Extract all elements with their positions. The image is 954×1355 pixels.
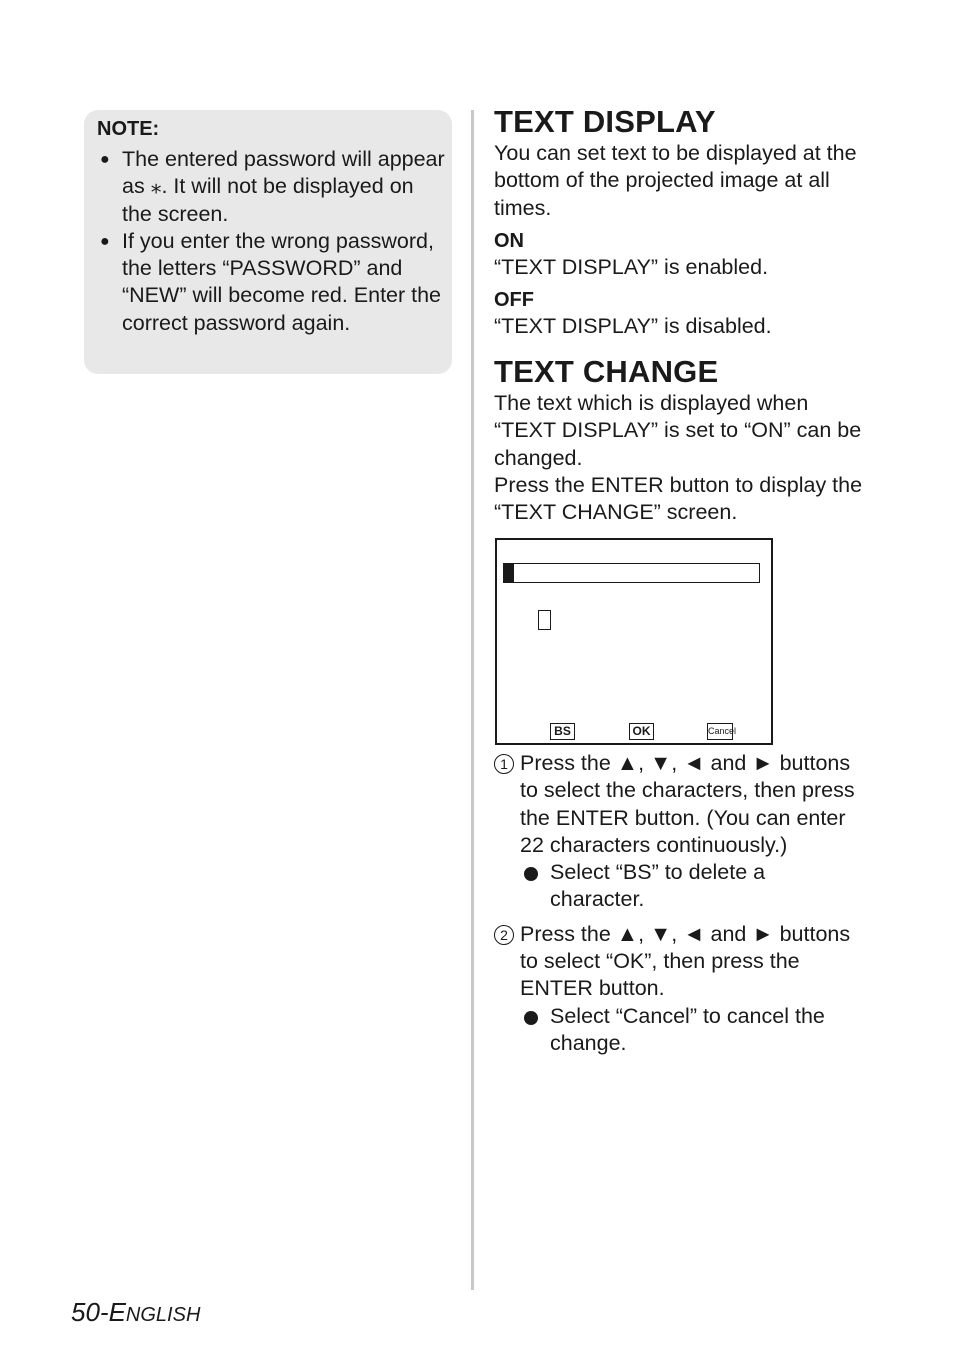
step-text: Press the ▲, ▼, ◄ and ► buttons to select the characters, then press the ENTER button. (You can enter 22 characters continuously.) (520, 751, 855, 857)
bs-button: BS (550, 723, 575, 740)
text-entry-field (503, 563, 760, 583)
entry-cursor (504, 564, 514, 582)
language-rest: NGLISH (125, 1304, 201, 1326)
note-item-text-after: . It will not be displayed on the screen. (122, 174, 414, 226)
step-sub-text: Select “Cancel” to cancel the change. (550, 1003, 825, 1055)
on-description: “TEXT DISPLAY” is enabled. (494, 254, 769, 279)
bullet-icon: ● (100, 151, 110, 168)
text-change-section (494, 354, 864, 526)
bullet-icon (524, 867, 538, 881)
note-item-text: If you enter the wrong password, the letters “PASSWORD” and “NEW” will become red. Enter the correct password again. (122, 228, 442, 335)
page-footer (71, 1297, 200, 1328)
step-text: Press the ▲, ▼, ◄ and ► buttons to select “OK”, then press the ENTER button. (520, 921, 851, 1001)
note-item (100, 146, 445, 228)
off-label: OFF (494, 289, 534, 312)
column-divider (471, 110, 474, 1290)
on-label: ON (494, 229, 524, 252)
text-change-heading: TEXT CHANGE (494, 354, 719, 389)
step-number: 2 (494, 925, 514, 945)
note-list (100, 146, 445, 337)
step-item (494, 750, 864, 914)
off-description: “TEXT DISPLAY” is disabled. (494, 314, 772, 339)
bullet-icon (524, 1011, 538, 1025)
text-display-section (494, 104, 864, 340)
note-item-text-before: The entered password will appear as (122, 147, 445, 199)
character-cursor (538, 610, 551, 630)
ok-button: OK (629, 723, 654, 740)
text-change-paragraph: The text which is displayed when “TEXT DISPLAY” is set to “ON” can be changed. (494, 391, 862, 470)
text-display-heading: TEXT DISPLAY (494, 104, 716, 139)
step-number: 1 (494, 754, 514, 774)
step-item (494, 921, 864, 1057)
asterisk-icon: ⁎ (150, 174, 162, 199)
cancel-button: Cancel (707, 723, 733, 740)
note-box (84, 110, 452, 374)
step-sub-bullet (524, 859, 864, 914)
page-number: 50- (71, 1297, 109, 1327)
note-item (100, 228, 445, 337)
language-initial: E (108, 1297, 126, 1327)
bullet-icon: ● (100, 232, 110, 250)
text-change-instruction: Press the ENTER button to display the “TEXT CHANGE” screen. (494, 472, 863, 525)
step-sub-bullet (524, 1003, 864, 1058)
step-sub-text: Select “BS” to delete a character. (550, 860, 766, 912)
text-change-screen-illustration (495, 538, 773, 745)
text-display-intro: You can set text to be displayed at the bottom of the projected image at all times. (494, 141, 857, 220)
steps-list (494, 750, 864, 1057)
note-title: NOTE: (97, 118, 160, 140)
